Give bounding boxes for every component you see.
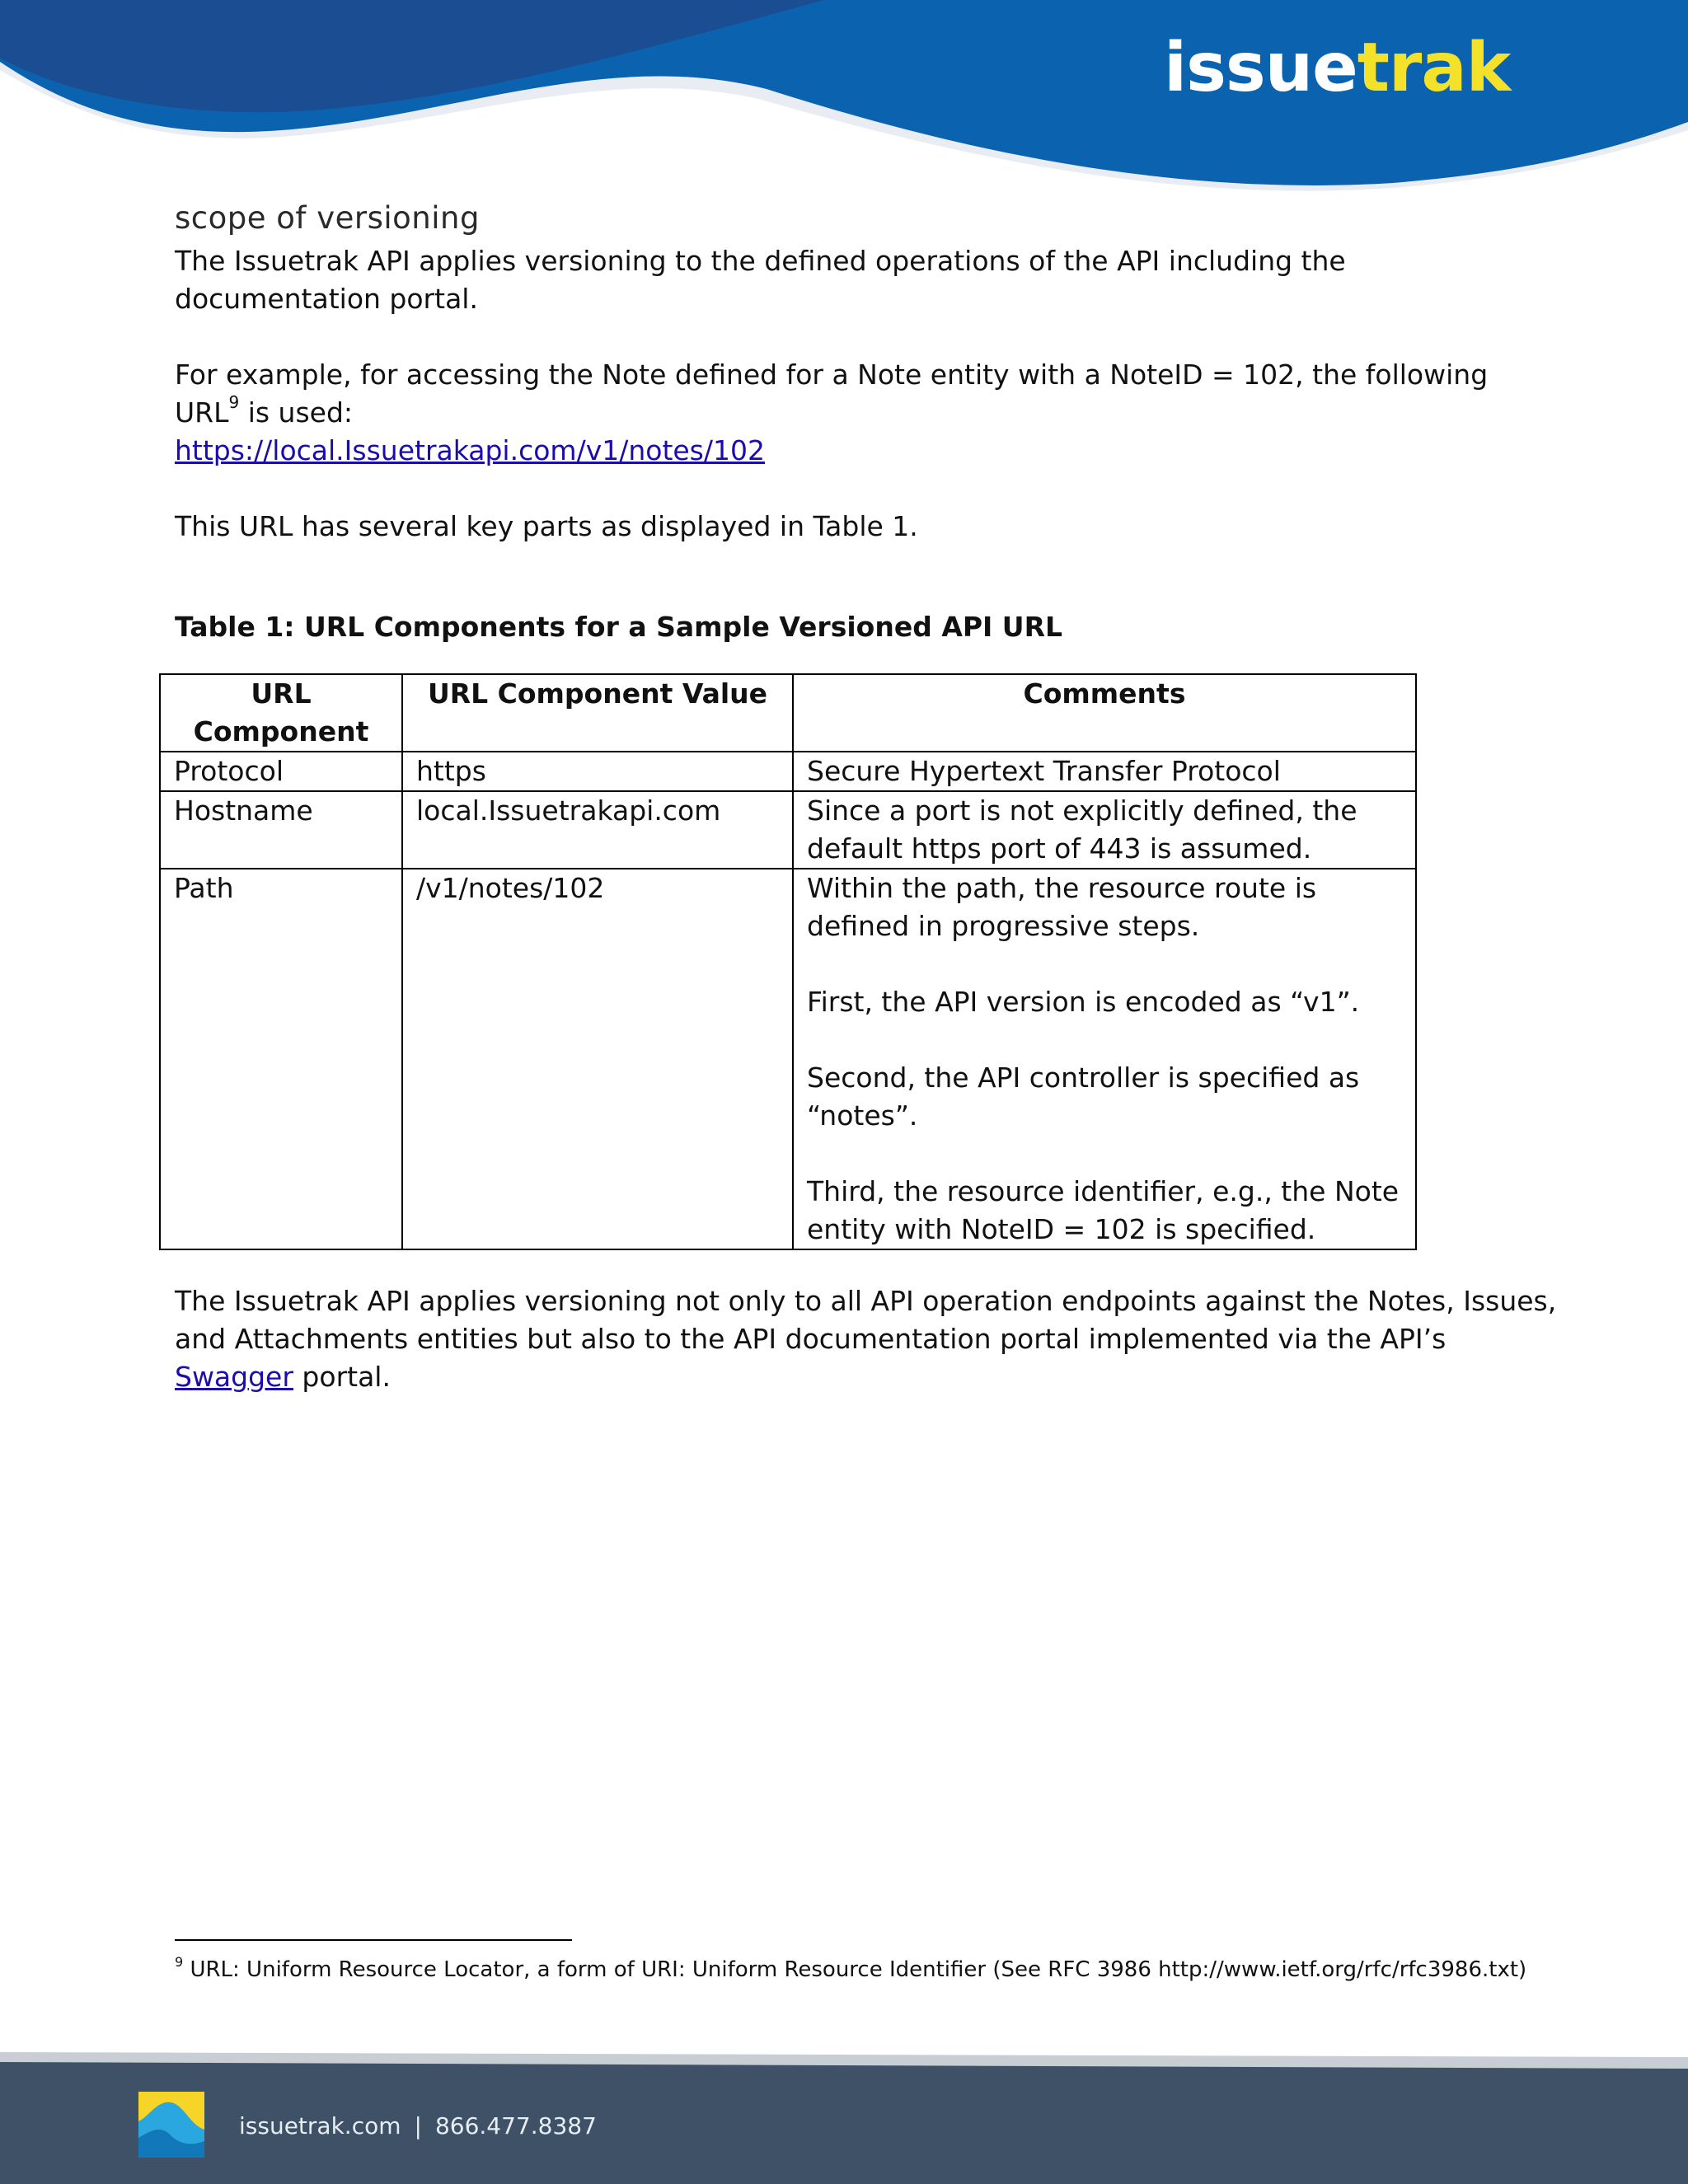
footnote-ref[interactable]: 9 <box>228 392 240 412</box>
table-caption: Table 1: URL Components for a Sample Versioned API URL <box>175 611 1063 643</box>
footnote-separator <box>175 1939 572 1941</box>
intro-paragraph: The Issuetrak API applies versioning to the defined operations of the API including the documentation portal. <box>175 245 1346 315</box>
cell-component: Protocol <box>160 752 402 791</box>
footnote-number: 9 <box>175 1954 184 1970</box>
footer-phone[interactable]: 866.477.8387 <box>434 2112 597 2139</box>
footer-separator: | <box>414 2112 422 2139</box>
closing-text-end: portal. <box>293 1361 391 1393</box>
table-row <box>160 752 1416 791</box>
swagger-link[interactable]: Swagger <box>175 1361 293 1393</box>
footer-website[interactable]: issuetrak.com <box>239 2112 401 2139</box>
example-text-end: is used: <box>239 396 354 429</box>
table-row <box>160 869 1416 1249</box>
footer-contact <box>239 2110 597 2143</box>
cell-component: Hostname <box>160 791 402 869</box>
footnote <box>175 1955 1526 1985</box>
issuetrak-logo <box>1164 29 1511 107</box>
cell-comments: Secure Hypertext Transfer Protocol <box>793 752 1416 791</box>
cell-value: local.Issuetrakapi.com <box>402 791 793 869</box>
table-header-row <box>160 674 1416 752</box>
cell-component: Path <box>160 869 402 1249</box>
table-row <box>160 791 1416 869</box>
header-comments: Comments <box>793 674 1416 752</box>
example-url-link[interactable]: https://local.Issuetrakapi.com/v1/notes/102 <box>175 434 765 466</box>
section-heading: scope of versioning <box>175 200 480 236</box>
example-paragraph <box>175 356 1526 470</box>
logo-issue-text: issue <box>1164 29 1357 107</box>
url-components-table <box>159 673 1417 1250</box>
table-reference-paragraph: This URL has several key parts as displayed in Table 1. <box>175 510 918 542</box>
closing-paragraph <box>175 1282 1559 1396</box>
cell-comments: Since a port is not explicitly defined, the default https port of 443 is assumed. <box>793 791 1416 869</box>
cell-comments: Within the path, the resource route is defined in progressive steps. First, the API version is encoded as “v1”. Second, the API controller is specified as “notes”. Third, the resource identifier, e.g., the Note entity with NoteID = 102 is specified. <box>793 869 1416 1249</box>
example-text: For example, for accessing the Note defined for a Note entity with a NoteID = 102, the following URL <box>175 359 1489 429</box>
document-body <box>175 198 1526 646</box>
closing-text: The Issuetrak API applies versioning not only to all API operation endpoints against the Notes, Issues, and Attachments entities but also to the API documentation portal implemented via the API’s <box>175 1285 1557 1355</box>
header-url-component: URL Component <box>160 674 402 752</box>
issuetrak-app-icon <box>138 2092 204 2158</box>
header-url-component-value: URL Component Value <box>402 674 793 752</box>
cell-value: https <box>402 752 793 791</box>
footnote-text: URL: Uniform Resource Locator, a form of URI: Uniform Resource Identifier (See RFC 3986 http://www.ietf.org/rfc/rfc3986.txt) <box>183 1957 1527 1982</box>
cell-value: /v1/notes/102 <box>402 869 793 1249</box>
logo-trak-text: trak <box>1357 29 1511 107</box>
